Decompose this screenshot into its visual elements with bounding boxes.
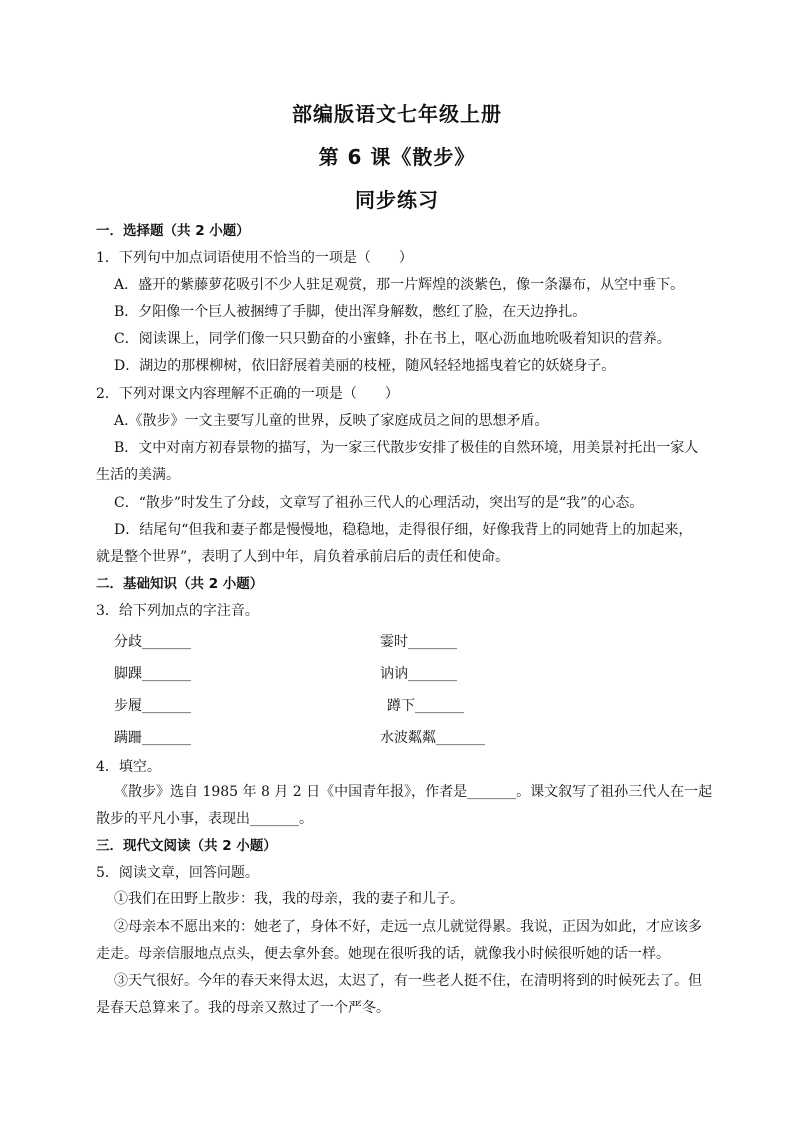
passage-paragraph-2: ②母亲本不愿出来的：她老了，身体不好，走远一点儿就觉得累。我说，正因为如此，才应该多 <box>114 919 702 935</box>
question-2-stem: 2．下列对课文内容理解不正确的一项是（ ） <box>96 386 399 402</box>
question-2-option-b-continued: 生活的美满。 <box>96 467 180 483</box>
pinyin-item: 蹲下_______ <box>387 698 464 714</box>
question-5-stem: 5．阅读文章，回答问题。 <box>96 865 259 881</box>
pinyin-item: 讷讷_______ <box>380 666 457 682</box>
question-2-option-b: B．文中对南方初春景物的描写，为一家三代散步安排了极佳的自然环境，用美景衬托出一家人 <box>114 440 699 456</box>
pinyin-item: 步履_______ <box>114 698 191 714</box>
section-heading-multiple-choice: 一．选择题（共 2 小题） <box>96 223 250 239</box>
lesson-title: 第 6 课《散步》 <box>318 145 476 169</box>
question-1-option-a: A．盛开的紫藤萝花吸引不少人驻足观赏，那一片辉煌的淡紫色，像一条瀑布，从空中垂下。 <box>114 277 685 293</box>
pinyin-item: 蹒跚_______ <box>114 730 191 746</box>
question-1-option-d: D．湖边的那棵柳树，依旧舒展着美丽的枝桠，随风轻轻地摇曳着它的妖娆身子。 <box>114 358 616 374</box>
passage-paragraph-1: ①我们在田野上散步：我，我的母亲，我的妻子和儿子。 <box>114 891 464 907</box>
question-1-option-c: C．阅读课上，同学们像一只只勤奋的小蜜蜂，扑在书上，呕心沥血地吮吸着知识的营养。 <box>114 331 671 347</box>
question-4-stem: 4．填空。 <box>96 759 161 775</box>
question-1-stem: 1．下列句中加点词语使用不恰当的一项是（ ） <box>96 250 413 266</box>
question-1-option-b: B．夕阳像一个巨人被捆缚了手脚，使出浑身解数，憋红了脸，在天边挣扎。 <box>114 304 587 320</box>
pinyin-item: 分歧_______ <box>114 634 191 650</box>
passage-paragraph-3: ③天气很好。今年的春天来得太迟，太迟了，有一些老人挺不住，在清明将到的时候死去了。但 <box>114 973 702 989</box>
exercise-title: 同步练习 <box>355 188 439 212</box>
passage-paragraph-3-continued: 是春天总算来了。我的母亲又熬过了一个严冬。 <box>96 1000 390 1016</box>
question-2-option-c: C．“散步”时发生了分歧，文章写了祖孙三代人的心理活动，突出写的是“我”的心态。 <box>114 495 644 511</box>
section-heading-basic-knowledge: 二．基础知识（共 2 小题） <box>96 576 264 592</box>
question-4-line-1: 《散步》选自 1985 年 8 月 2 日《中国青年报》，作者是_______。课文叙写了祖孙三代人在一起 <box>114 784 713 800</box>
question-4-line-2: 散步的平凡小事，表现出_______。 <box>96 811 313 827</box>
question-2-option-d: D．结尾句“但我和妻子都是慢慢地，稳稳地，走得很仔细，好像我背上的同她背上的加起来， <box>114 522 693 538</box>
passage-paragraph-2-continued: 走走。母亲信服地点点头，便去拿外套。她现在很听我的话，就像我小时候很听她的话一样。 <box>96 946 670 962</box>
pinyin-item: 水波粼粼_______ <box>380 730 485 746</box>
document-title: 部编版语文七年级上册 <box>292 102 502 126</box>
question-3-stem: 3．给下列加点的字注音。 <box>96 603 259 619</box>
pinyin-item: 脚踝_______ <box>114 666 191 682</box>
pinyin-item: 霎时_______ <box>380 634 457 650</box>
section-heading-reading: 三．现代文阅读（共 2 小题） <box>96 838 277 854</box>
question-2-option-a: A.《散步》一文主要写儿童的世界，反映了家庭成员之间的思想矛盾。 <box>114 413 549 429</box>
question-2-option-d-continued: 就是整个世界”，表明了人到中年，肩负着承前启后的责任和使命。 <box>96 549 510 565</box>
